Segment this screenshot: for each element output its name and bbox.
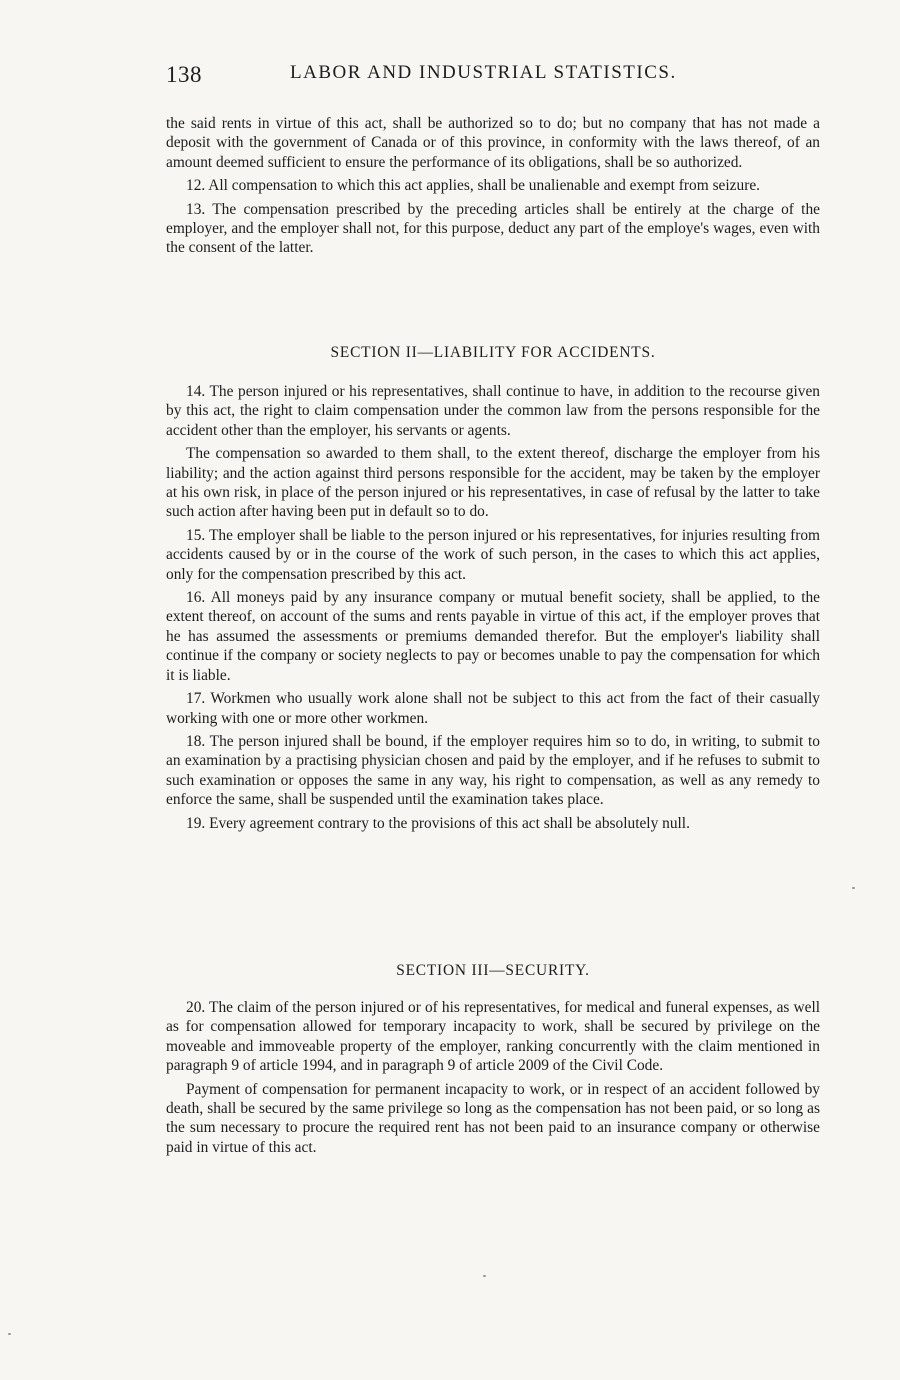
- paragraph-article-17: 17. Workmen who usually work alone shall not be subject to this act from the fact of their casually working with one or more other workmen.: [166, 690, 820, 727]
- scan-speck: [483, 1275, 486, 1277]
- paragraph-article-19: 19. Every agreement contrary to the provisions of this act shall be absolutely null.: [186, 814, 690, 832]
- paragraph-permanent-incapacity: Payment of compensation for permanent incapacity to work, or in respect of an accident followed by death, shall be secured by the same privilege so long as the compensation has not been paid, or so long as the sum necessary to procure the required rent has not been paid to an insurance company or otherwise paid in virtue of this act.: [166, 1080, 820, 1156]
- paragraph-article-18: 18. The person injured shall be bound, if the employer requires him so to do, in writing, to submit to an examination by a practising physician chosen and paid by the employer, and if he refuses to submit to such examination or opposes the same in any way, his right to compensation, as well as any remedy to enforce the same, shall be suspended until the examination takes place.: [166, 732, 820, 809]
- section-ii-heading: SECTION II—LIABILITY FOR ACCIDENTS.: [330, 344, 656, 361]
- scan-speck: [852, 887, 855, 889]
- section-iii-body: [166, 998, 820, 1157]
- section-ii-body: [166, 382, 820, 833]
- section-iii-heading: SECTION III—SECURITY.: [396, 962, 590, 979]
- paragraph-article-14: 14. The person injured or his representatives, shall continue to have, in addition to the recourse given by this act, the right to claim compensation under the common law from the persons responsible for the accident other than the employer, his servants or agents.: [166, 383, 820, 439]
- scan-speck: [8, 1333, 11, 1335]
- paragraph-third-persons: The compensation so awarded to them shall, to the extent thereof, discharge the employer from his liability; and the action against third persons responsible for the accident, may be taken by the employer at his own risk, in place of the person injured or his representatives, in case of refusal by the latter to take such action after having been put in default so to do.: [166, 445, 820, 521]
- page-number: 138: [166, 62, 202, 87]
- page-header: [166, 60, 826, 90]
- paragraph-article-13: 13. The compensation prescribed by the preceding articles shall be entirely at the charge of the employer, and the employer shall not, for this purpose, deduct any part of the employe's wages, even with the consent of the latter.: [166, 200, 820, 257]
- paragraph-article-16: 16. All moneys paid by any insurance company or mutual benefit society, shall be applied, to the extent thereof, on account of the sums and rents payable in virtue of this act, if the employer proves that he has assumed the assessments or premiums demanded therefor. But the employer's liability shall continue if the company or society neglects to pay or becomes unable to pay the compensation for which it is liable.: [166, 589, 820, 684]
- paragraph-article-20: 20. The claim of the person injured or of his representatives, for medical and funeral expenses, as well as for compensation allowed for temporary incapacity to work, shall be secured by privilege on the moveable and immoveable property of the employer, ranking concurrently with the claim mentioned in paragraph 9 of article 1994, and in paragraph 9 of article 2009 of the Civil Code.: [166, 999, 820, 1075]
- opening-text-block: [166, 114, 820, 258]
- running-title: LABOR AND INDUSTRIAL STATISTICS.: [290, 62, 677, 83]
- paragraph-article-15: 15. The employer shall be liable to the person injured or his representatives, for injuries resulting from accidents caused by or in the course of the work of such person, in the cases to which this act applies, only for the compensation prescribed by this act.: [166, 526, 820, 583]
- paragraph-continuation: the said rents in virtue of this act, shall be authorized so to do; but no company that has not made a deposit with the government of Canada or of this province, in conformity with the laws thereof, of an amount deemed sufficient to ensure the performance of its obligations, shall be so authorized.: [166, 115, 820, 171]
- paragraph-article-12: 12. All compensation to which this act applies, shall be unalienable and exempt from seizure.: [186, 177, 760, 195]
